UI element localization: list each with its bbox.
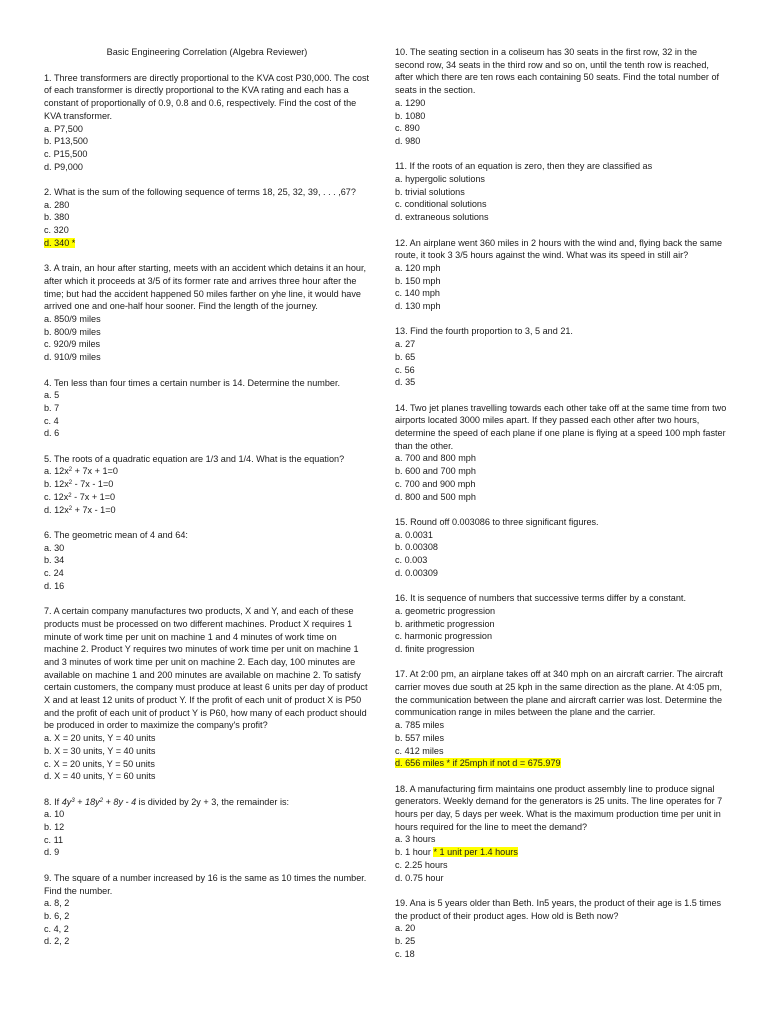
question-6: [44, 529, 370, 593]
question-5: [44, 453, 370, 517]
document-title: Basic Engineering Correlation (Algebra Reviewer): [106, 47, 308, 57]
option-c: c. 24: [44, 568, 64, 579]
question-text: 9. The square of a number increased by 16 is the same as 10 times the number. Find the number.: [44, 872, 367, 896]
question-8: [44, 796, 370, 860]
option-a: a. 10: [44, 809, 65, 820]
option-b: b. X = 30 units, Y = 40 units: [44, 745, 156, 756]
highlighted-answer: d. 340 *: [44, 237, 76, 248]
option-c: c. 4: [44, 415, 59, 426]
question-text: 4. Ten less than four times a certain number is 14. Determine the number.: [44, 377, 341, 388]
option-c: c. 11: [44, 834, 64, 845]
option-c: c. 140 mph: [395, 288, 440, 299]
option-d: d. 130 mph: [395, 301, 441, 312]
option-a: a. 120 mph: [395, 262, 441, 273]
option-b: b. 600 and 700 mph: [395, 466, 476, 477]
question-text: 6. The geometric mean of 4 and 64:: [44, 529, 188, 540]
option-c: c. 700 and 900 mph: [395, 478, 476, 489]
option-b: b. 557 miles: [395, 732, 445, 743]
question-4: [44, 377, 370, 441]
option-d: d. 16: [44, 580, 65, 591]
question-text: 2. What is the sum of the following sequence of terms 18, 25, 32, 39, . . . ,67?: [44, 187, 356, 198]
option-b: b. $12x^2 - 7x - 1=0$: [44, 479, 114, 490]
option-b: b. 150 mph: [395, 275, 441, 286]
option-c: c. $12x^2 - 7x + 1=0$: [44, 491, 116, 502]
question-13: [395, 325, 727, 389]
left-column: [44, 46, 370, 961]
option-c: c. 56: [395, 364, 415, 375]
question-19: [395, 897, 727, 961]
highlighted-note: * 1 unit per 1.4 hours: [433, 847, 518, 858]
option-c: c. 920/9 miles: [44, 339, 101, 350]
option-d: d. extraneous solutions: [395, 212, 489, 223]
option-a: a. 30: [44, 542, 65, 553]
option-d: d. 9: [44, 847, 60, 858]
option-a: a. $12x^2 + 7x + 1=0$: [44, 466, 118, 477]
option-d: d. X = 40 units, Y = 60 units: [44, 771, 156, 782]
question-14: [395, 402, 727, 504]
option-b: b. 800/9 miles: [44, 326, 101, 337]
question-text: 15. Round off 0.003086 to three significant figures.: [395, 516, 599, 527]
question-text: 17. At 2:00 pm, an airplane takes off at 340 mph on an aircraft carrier. The aircraft carrier moves due south at 25 kph in the same direction as the plane. At 4:05 pm, the communication between the plane and aircraft carrier was lost. Determine the communication range in miles between the plane and the carrier.: [395, 669, 723, 718]
option-a: a. 20: [395, 923, 416, 934]
question-12: [395, 237, 727, 313]
question-3: [44, 262, 370, 364]
option-a: a. 0.0031: [395, 529, 433, 540]
question-9: [44, 872, 370, 948]
question-1: [44, 72, 370, 174]
question-text: 1. Three transformers are directly proportional to the KVA cost P30,000. The cost of each transformer is directly proportional to the KVA rating and each has a constant of proportionally of 0.9, 0.8 and 0.6, respectively. Find the cost of the KVA transformer.: [44, 72, 370, 121]
question-text: 10. The seating section in a coliseum has 30 seats in the first row, 32 in the second row, 34 seats in the third row and so on, until the tenth row is reached, after which there are ten rows each containing 50 seats. Find the total number of seats in the section.: [395, 47, 720, 96]
option-a: a. P7,500: [44, 123, 83, 134]
question-11: [395, 160, 727, 224]
question-text: 19. Ana is 5 years older than Beth. In5 years, the product of their age is 1.5 times the product of their product ages. How old is Beth now?: [395, 897, 722, 921]
option-a: a. geometric progression: [395, 605, 496, 616]
option-a: a. X = 20 units, Y = 40 units: [44, 733, 156, 744]
option-a: a. 5: [44, 390, 60, 401]
option-b: b. 6, 2: [44, 910, 70, 921]
option-c: c. P15,500: [44, 148, 88, 159]
option-b: b. 380: [44, 212, 70, 223]
option-b: b. 1080: [395, 110, 426, 121]
right-column: [395, 46, 727, 973]
option-c: c. 18: [395, 948, 415, 959]
question-2: [44, 186, 370, 250]
option-c: c. 412 miles: [395, 745, 444, 756]
option-c: c. X = 20 units, Y = 50 units: [44, 758, 155, 769]
option-d: d. $12x^2 + 7x - 1=0$: [44, 504, 116, 515]
option-b: b. trivial solutions: [395, 186, 465, 197]
question-10: [395, 46, 727, 148]
question-15: [395, 516, 727, 580]
question-text: 13. Find the fourth proportion to 3, 5 and 21.: [395, 326, 573, 337]
question-text: 7. A certain company manufactures two products, X and Y, and each of these products must be processed on two different machines. Product X requires 1 minute of work time per unit on machine 1 and 4 minutes of work time on machine 2. Product Y requires two minutes of work time per unit on machine 1 and 3 minutes of work time per unit on machine 2. Each day, 100 minutes are available on machine 1 and 200 minutes are available on machine 2. To satisfy certain customers, the company must produce at least 6 units per day of product X and at least 12 units of product Y. If the profit of each unit of product X is P50 and the profit of each unit of product Y is P60, how many of each product should be produced in order to maximize the company's profit?: [44, 606, 368, 731]
option-d: d. P9,000: [44, 161, 83, 172]
option-c: c. 0.003: [395, 555, 428, 566]
option-a: a. hypergolic solutions: [395, 174, 485, 185]
option-b: b. 34: [44, 555, 65, 566]
highlighted-answer: d. 656 miles * if 25mph if not d = 675.979: [395, 758, 561, 769]
question-text: 12. An airplane went 360 miles in 2 hours with the wind and, flying back the same route, it took 3 3/5 hours against the wind. What was its speed in still air?: [395, 237, 723, 261]
option-d: d. 0.00309: [395, 567, 438, 578]
question-text: 18. A manufacturing firm maintains one product assembly line to produce signal generators. Weekly demand for the generators is 25 units. The line operates for 7 hours per day, 5 days per week. What is the maximum production time per unit in hours required for the line to meet the demand?: [395, 783, 723, 832]
question-7: [44, 605, 370, 783]
option-c: c. 320: [44, 225, 69, 236]
option-b: b. arithmetic progression: [395, 618, 495, 629]
option-a: a. 785 miles: [395, 720, 445, 731]
option-a: a. 3 hours: [395, 834, 436, 845]
option-b: b. 0.00308: [395, 542, 438, 553]
option-d: d. 35: [395, 377, 416, 388]
option-d: d. 800 and 500 mph: [395, 491, 476, 502]
option-c: c. 2.25 hours: [395, 859, 448, 870]
option-d: d. 2, 2: [44, 936, 70, 947]
question-text: 3. A train, an hour after starting, meets with an accident which detains it an hour, after which it proceeds at 3/5 of its former rate and arrives three hour after the time; but had the accident happened 50 miles farther on yhe line, it would have arrived one and one-half hour sooner. Find the length of the journey.: [44, 263, 367, 312]
question-18: [395, 783, 727, 885]
option-b: b. 25: [395, 936, 416, 947]
option-a: a. 1290: [395, 97, 426, 108]
question-text: 11. If the roots of an equation is zero, then they are classified as: [395, 161, 653, 172]
option-b: b. 12: [44, 822, 65, 833]
option-b: b. P13,500: [44, 136, 88, 147]
question-text: 16. It is sequence of numbers that successive terms differ by a constant.: [395, 593, 686, 604]
option-a: a. 850/9 miles: [44, 314, 101, 325]
option-c: c. 4, 2: [44, 923, 69, 934]
option-a: a. 700 and 800 mph: [395, 453, 476, 464]
option-a: a. 8, 2: [44, 898, 70, 909]
option-c: c. conditional solutions: [395, 199, 487, 210]
option-d: d. 6: [44, 428, 60, 439]
option-d: d. 0.75 hour: [395, 872, 444, 883]
option-c: c. 890: [395, 123, 420, 134]
question-text: 5. The roots of a quadratic equation are 1/3 and 1/4. What is the equation?: [44, 453, 345, 464]
question-17: [395, 668, 727, 770]
option-d: d. finite progression: [395, 643, 475, 654]
question-text: 14. Two jet planes travelling towards each other take off at the same time from two airports located 3000 miles apart. If they passed each other after two hours, determine the speed of each plane if one plane is flying at a speed 100 mph faster than the other.: [395, 402, 727, 451]
option-d: d. 980: [395, 135, 421, 146]
question-16: [395, 592, 727, 656]
option-a: a. 280: [44, 199, 70, 210]
option-c: c. harmonic progression: [395, 631, 493, 642]
option-b: b. 65: [395, 351, 416, 362]
option-d: d. 910/9 miles: [44, 352, 101, 363]
option-b: b. 7: [44, 402, 60, 413]
option-b: b. 1 hour * 1 unit per 1.4 hours: [395, 847, 518, 858]
question-text: 8. If $4y^3 + 18y^2 + 8y - 4$ is divided by 2y + 3, the remainder is:: [44, 796, 290, 807]
option-a: a. 27: [395, 339, 416, 350]
